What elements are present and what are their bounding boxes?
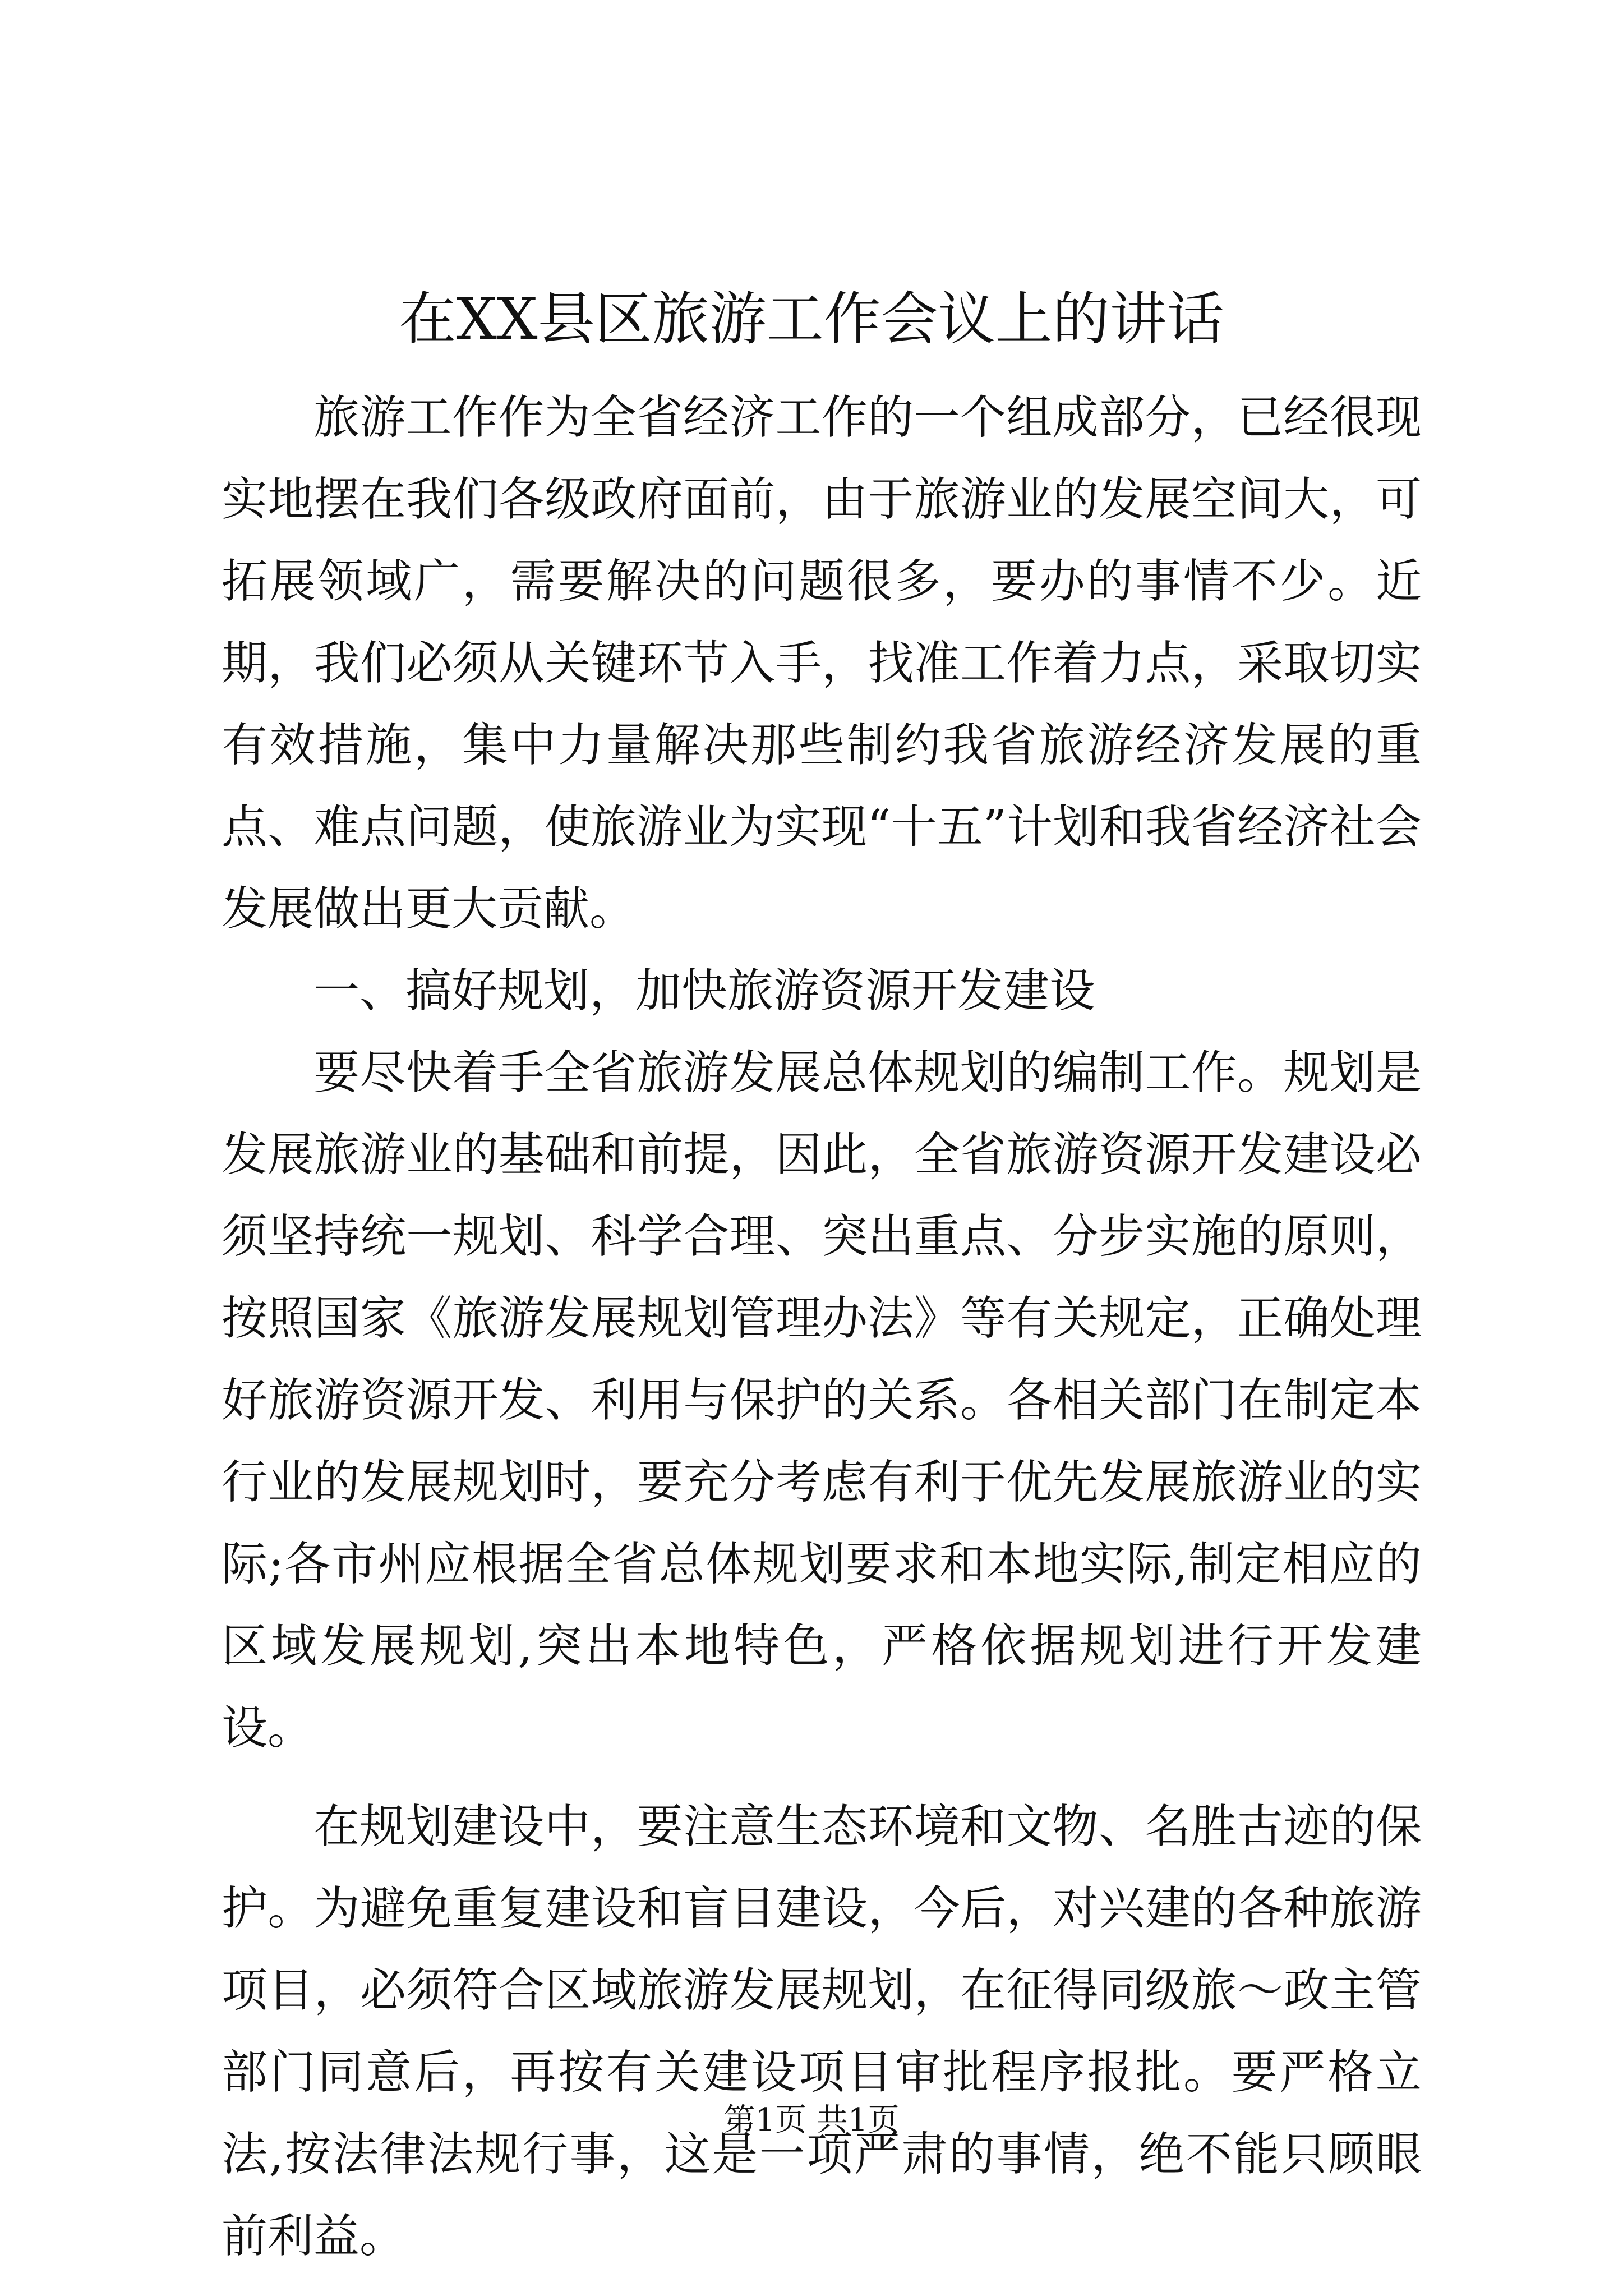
paragraph-protection: 在规划建设中，要注意生态环境和文物、名胜古迹的保护。为避免重复建设和盲目建设，今后，对兴建的各种旅游项目，必须符合区域旅游发展规划，在征得同级旅～政主管部门同意后，再按有关建设项目审批程序报批。要严格立法,按法律法规行事，这是一项严肃的事情，绝不能只顾眼前利益。 bbox=[222, 1800, 1422, 2263]
paragraph-planning: 要尽快着手全省旅游发展总体规划的编制工作。规划是发展旅游业的基础和前提，因此，全省旅游资源开发建设必须坚持统一规划、科学合理、突出重点、分步实施的原则，按照国家《旅游发展规划管理办法》等有关规定，正确处理好旅游资源开发、利用与保护的关系。各相关部门在制定本行业的发展规划时，要充分考虑有利于优先发展旅游业的实际;各市州应根据全省总体规划要求和本地实际,制定相应的区域发展规划,突出本地特色，严格依据规划进行开发建设。 bbox=[222, 1046, 1422, 1755]
section-heading-1: 一、搞好规划，加快旅游资源开发建设 bbox=[313, 964, 1096, 1018]
paragraph-intro: 旅游工作作为全省经济工作的一个组成部分，已经很现实地摆在我们各级政府面前，由于旅游业的发展空间大，可拓展领域广，需要解决的问题很多，要办的事情不少。近期，我们必须从关键环节入手，找准工作着力点，采取切实有效措施，集中力量解决那些制约我省旅游经济发展的重点、难点问题，使旅游业为实现“十五”计划和我省经济社会发展做出更大贡献。 bbox=[222, 391, 1422, 936]
page-footer: 第1页 共1页 bbox=[723, 2102, 900, 2138]
document-title: 在XX县区旅游工作会议上的讲话 bbox=[399, 286, 1224, 353]
document-body bbox=[222, 377, 1422, 2277]
